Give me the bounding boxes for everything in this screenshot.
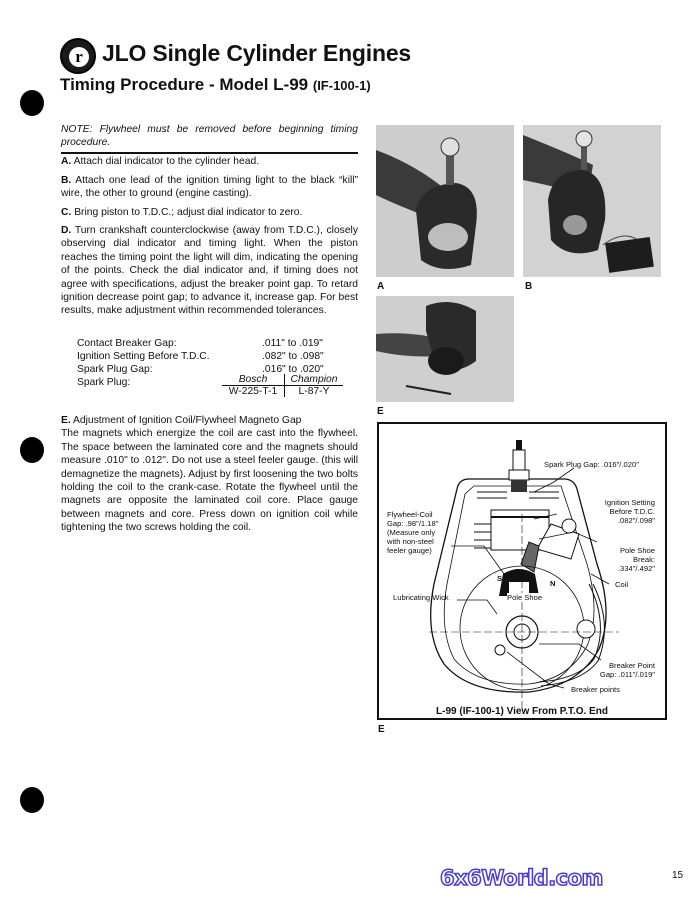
photo-e-label: E xyxy=(377,406,384,417)
page-title: JLO Single Cylinder Engines xyxy=(102,40,411,66)
binder-hole-bottom xyxy=(20,787,44,813)
photo-e-image xyxy=(376,296,514,402)
label-pole-shoe-break: Pole Shoe Break: .334"/.492" xyxy=(617,546,655,573)
spec-row xyxy=(77,350,337,363)
plug-value-champion: L-87-Y xyxy=(298,386,330,397)
label-pole-shoe: Pole Shoe xyxy=(507,593,543,602)
label-coil: Coil xyxy=(615,580,629,589)
engine-diagram xyxy=(377,422,667,720)
photo-a-label: A xyxy=(377,281,385,292)
logo-letter: r xyxy=(69,47,89,67)
spec-value: .016" to .020" xyxy=(262,364,324,375)
step-letter: D. xyxy=(61,225,72,236)
step-c xyxy=(61,206,358,219)
spec-value: .082" to .098" xyxy=(262,351,324,362)
binder-hole-middle xyxy=(20,437,44,463)
plug-header-bosch: Bosch xyxy=(222,374,285,386)
watermark: 6x6World.com xyxy=(440,866,603,890)
step-text: The magnets which energize the coil are cast into the flywheel. The space between the laminated core and the magnets should measure .010" to .012". Do not use a steel feeler gauge. (this will demagnetize the magnets). Adjust by first loosening the two bolts holding the coil to the crank-case. Rotate the flywheel until the magnets are opposite the laminated coil core. Place gauge between magnets and core. Press down on ignition coil while tightening the two screws holding the coil. xyxy=(61,428,358,534)
label-magnet-n: N xyxy=(550,579,556,588)
plug-header-champion: Champion xyxy=(285,374,344,386)
label-breaker-points: Breaker points xyxy=(571,685,620,694)
diagram-label: E xyxy=(378,724,385,735)
step-text: Attach dial indicator to the cylinder head. xyxy=(73,156,260,167)
step-heading: Adjustment of Ignition Coil/Flywheel Magneto Gap xyxy=(73,415,302,426)
photo-a-image xyxy=(376,125,514,277)
page-subtitle xyxy=(60,75,371,95)
binder-hole-top xyxy=(20,90,44,116)
step-letter: E. xyxy=(61,415,71,426)
label-magnet-s: S xyxy=(497,574,503,583)
photo-e xyxy=(376,296,514,402)
step-e xyxy=(61,414,358,535)
spec-label: Spark Plug Gap: xyxy=(77,364,153,375)
step-b xyxy=(61,174,358,201)
diagram-caption: L-99 (IF-100-1) View From P.T.O. End xyxy=(436,706,608,717)
label-lubricating-wick: Lubricating Wick xyxy=(393,593,449,602)
step-text: Bring piston to T.D.C.; adjust dial indicator to zero. xyxy=(74,207,303,218)
label-flywheel-coil-gap: Flywheel-Coil Gap: .98"/1.18" (Measure only with non-steel feeler gauge) xyxy=(387,510,439,555)
spec-label: Contact Breaker Gap: xyxy=(77,338,177,349)
step-letter: B. xyxy=(61,175,72,186)
label-spark-plug-gap: Spark Plug Gap: .016"/.020" xyxy=(544,460,639,469)
spec-row xyxy=(77,337,337,350)
label-ignition-setting: Ignition Setting Before T.D.C. .082"/.098" xyxy=(604,498,655,525)
spec-label: Spark Plug: xyxy=(77,377,131,388)
plug-value-bosch: W-225-T-1 xyxy=(222,386,285,398)
label-breaker-point-gap: Breaker Point Gap: .011"/.019" xyxy=(599,661,655,679)
photo-b-label: B xyxy=(525,281,533,292)
rockwell-logo xyxy=(60,38,96,74)
subtitle-text: Timing Procedure - Model L-99 xyxy=(60,75,309,94)
step-text: Attach one lead of the ignition timing light to the black “kill” wire, the other to ground (engine casting). xyxy=(61,175,358,200)
photo-a xyxy=(376,125,514,277)
step-d xyxy=(61,224,358,318)
photo-b xyxy=(523,125,661,277)
note: NOTE: Flywheel must be removed before beginning timing procedure. xyxy=(61,123,358,154)
step-text: Turn crankshaft counterclockwise (away from T.D.C.), closely observing dial indicator and timing light. When the piston reaches the timing point the light will dim, indicating the opening of the points. Check the dial indicator and, if timing does not agree with specifications, adjust the breaker point gap. To retard ignition decrease point gap; to advance it, increase gap. For best results, make adjustment within recommended tolerances. xyxy=(61,225,358,317)
spec-value: .011" to .019" xyxy=(262,338,323,349)
spark-plug-table xyxy=(222,374,343,397)
page-number: 15 xyxy=(672,870,684,881)
step-letter: A. xyxy=(61,156,72,167)
subtitle-model: (IF-100-1) xyxy=(312,78,371,93)
photo-b-image xyxy=(523,125,661,277)
step-letter: C. xyxy=(61,207,72,218)
step-a xyxy=(61,155,358,168)
step-e-heading xyxy=(61,414,358,427)
spec-label: Ignition Setting Before T.D.C. xyxy=(77,351,210,362)
